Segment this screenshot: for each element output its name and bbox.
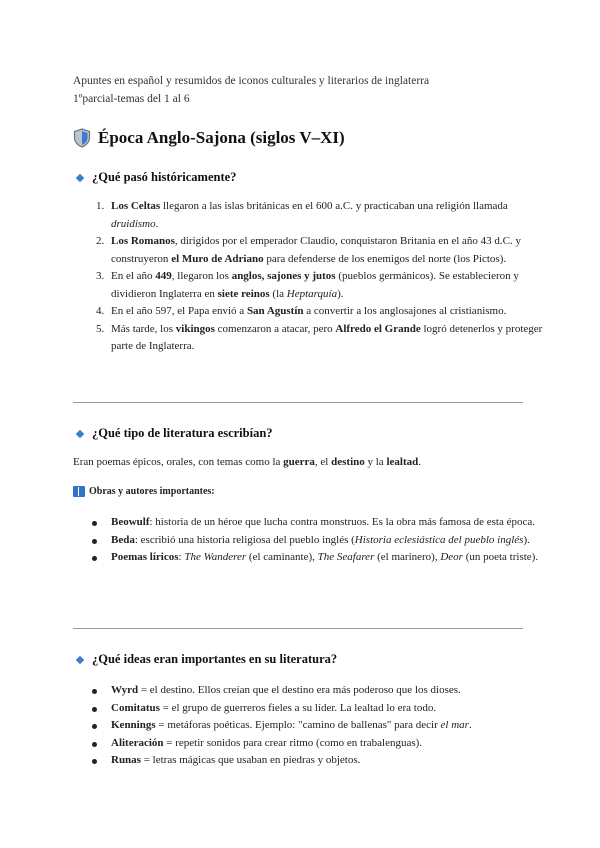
list-item: Kennings = metáforas poéticas. Ejemplo: "camino de ballenas" para decir el mar. — [107, 717, 547, 735]
section-heading-text: ¿Qué pasó históricamente? — [92, 170, 237, 184]
list-item: Comitatus = el grupo de guerreros fieles a su líder. La lealtad lo era todo. — [107, 700, 547, 718]
diamond-bullet-icon — [76, 429, 84, 437]
page-title-text: Época Anglo-Sajona (siglos V–XI) — [98, 128, 345, 147]
subheading-works — [73, 486, 215, 497]
intro-text — [73, 72, 429, 108]
subheading-text: Obras y autores importantes: — [89, 486, 215, 497]
section-heading-literature — [77, 426, 273, 441]
literature-intro: Eran poemas épicos, orales, con temas como la guerra, el destino y la lealtad. — [73, 456, 421, 468]
section-heading-text: ¿Qué tipo de literatura escribían? — [92, 426, 273, 440]
history-list — [85, 198, 547, 356]
ideas-list — [85, 682, 547, 770]
shield-icon — [73, 128, 91, 148]
section-heading-history — [77, 170, 236, 185]
section-heading-ideas — [77, 652, 337, 667]
book-icon — [73, 486, 85, 497]
list-item: 5. Más tarde, los vikingos comenzaron a atacar, pero Alfredo el Grande logró detenerlos y proteger parte de Inglaterra. — [107, 321, 547, 356]
section-heading-text: ¿Qué ideas eran importantes en su literatura? — [92, 652, 338, 666]
divider — [73, 402, 523, 403]
list-item: 4. En el año 597, el Papa envió a San Agustín a convertir a los anglosajones al cristianismo. — [107, 303, 547, 321]
list-item: 1. Los Celtas llegaron a las islas británicas en el 600 a.C. y practicaban una religión llamada druidismo. — [107, 198, 547, 233]
intro-line-2: 1ºparcial-temas del 1 al 6 — [73, 93, 190, 105]
list-item: Aliteración = repetir sonidos para crear ritmo (como en trabalenguas). — [107, 735, 547, 753]
intro-line-1: Apuntes en español y resumidos de iconos culturales y literarios de inglaterra — [73, 75, 430, 87]
list-item: Wyrd = el destino. Ellos creían que el destino era más poderoso que los dioses. — [107, 682, 547, 700]
diamond-bullet-icon — [76, 655, 84, 663]
page-title — [73, 128, 345, 148]
works-list — [85, 514, 547, 567]
list-item: 3. En el año 449, llegaron los anglos, sajones y jutos (pueblos germánicos). Se establecieron y dividieron Inglaterra en siete reinos (la Heptarquía). — [107, 268, 547, 303]
divider — [73, 628, 523, 629]
list-item: Beda: escribió una historia religiosa del pueblo inglés (Historia eclesiástica del pueblo inglés). — [107, 532, 547, 550]
list-item: Runas = letras mágicas que usaban en piedras y objetos. — [107, 752, 547, 770]
list-item: Poemas líricos: The Wanderer (el caminante), The Seafarer (el marinero), Deor (un poeta triste). — [107, 549, 547, 567]
diamond-bullet-icon — [76, 173, 84, 181]
list-item: Beowulf: historia de un héroe que lucha contra monstruos. Es la obra más famosa de esta época. — [107, 514, 547, 532]
list-item: 2. Los Romanos, dirigidos por el emperador Claudio, conquistaron Britania en el año 43 d.C. y construyeron el Muro de Adriano para defenderse de los enemigos del norte (los Pictos). — [107, 233, 547, 268]
